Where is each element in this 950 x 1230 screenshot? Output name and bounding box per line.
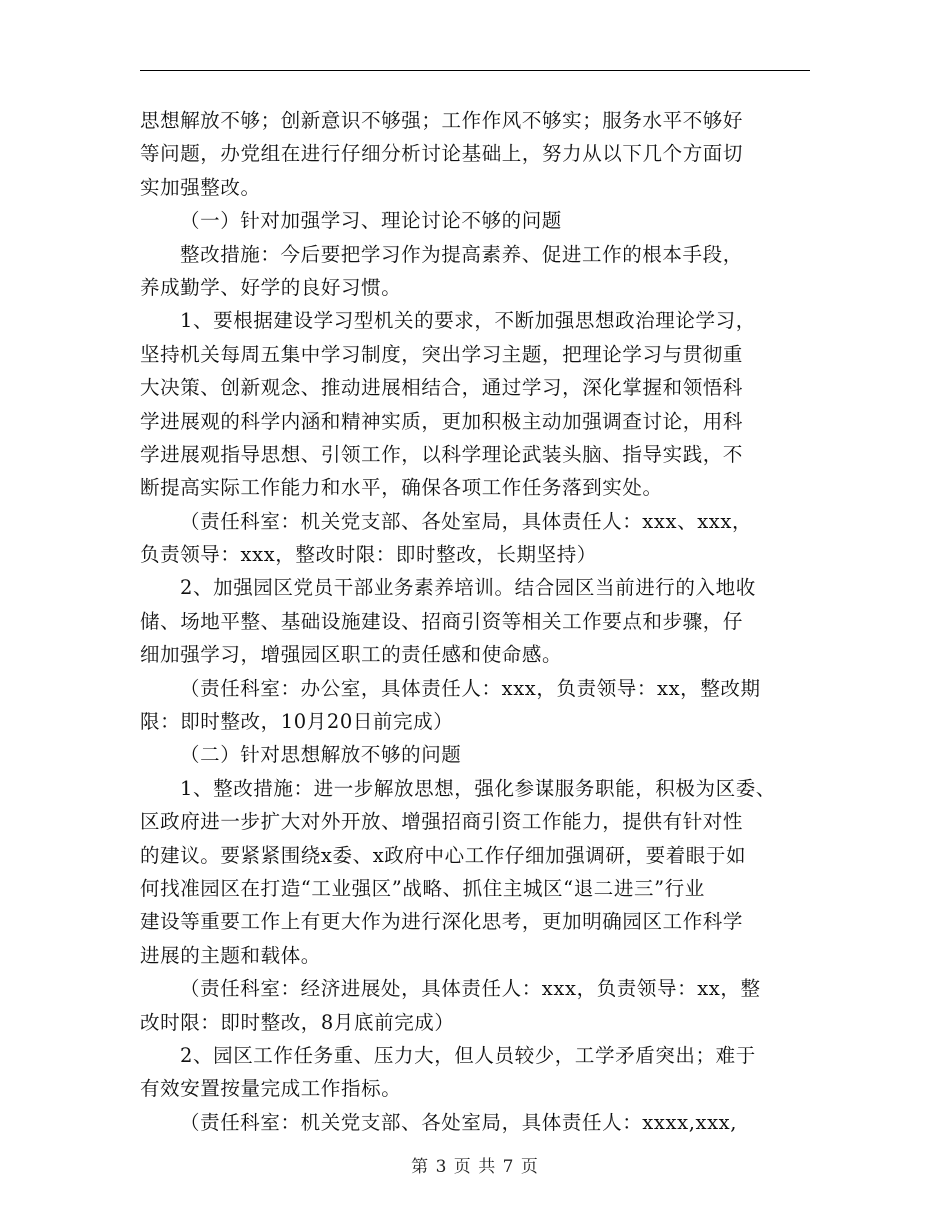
- text-line: （二）针对思想解放不够的问题: [180, 743, 462, 767]
- text-line: 断提高实际工作能力和水平，确保各项工作任务落到实处。: [140, 476, 663, 500]
- text-line: 有效安置按量完成工作指标。: [140, 1077, 402, 1101]
- text-line: 大决策、创新观念、推动进展相结合，通过学习，深化掌握和领悟科: [140, 376, 744, 400]
- text-line: 建设等重要工作上有更大作为进行深化思考，更加明确园区工作科学: [140, 910, 744, 934]
- text-line: 负责领导：xxx，整改时限：即时整改，长期坚持）: [140, 543, 597, 567]
- text-line: 1、整改措施：进一步解放思想，强化参谋服务职能，积极为区委、: [180, 776, 776, 800]
- page-number-footer: 第 3 页 共 7 页: [411, 1157, 539, 1177]
- text-line: 进展的主题和载体。: [140, 943, 321, 967]
- text-line: （责任科室：机关党支部、各处室局，具体责任人：xxx、xxx，: [180, 509, 753, 533]
- text-line: 区政府进一步扩大对外开放、增强招商引资工作能力，提供有针对性: [140, 810, 744, 834]
- text-line: 学进展观指导思想、引领工作，以科学理论武装头脑、指导实践，不: [140, 442, 744, 466]
- text-line: 整改措施：今后要把学习作为提高素养、促进工作的根本手段，: [180, 242, 743, 266]
- text-line: （责任科室：经济进展处，具体责任人：xxx，负责领导：xx，整: [180, 977, 761, 1001]
- text-line: 思想解放不够；创新意识不够强；工作作风不够实；服务水平不够好: [140, 109, 744, 132]
- document-body: [140, 104, 810, 1139]
- text-line: （一）针对加强学习、理论讨论不够的问题: [180, 209, 562, 233]
- text-line: 改时限：即时整改，8月底前完成）: [140, 1010, 455, 1034]
- text-line: 何找准园区在打造“工业强区”战略、抓住主城区“退二进三”行业: [140, 876, 705, 900]
- text-line: 坚持机关每周五集中学习制度，突出学习主题，把理论学习与贯彻重: [140, 342, 744, 366]
- text-line: 实加强整改。: [140, 175, 261, 199]
- text-line: 等问题，办党组在进行仔细分析讨论基础上，努力从以下几个方面切: [140, 142, 744, 166]
- text-line: （责任科室：办公室，具体责任人：xxx，负责领导：xx，整改期: [180, 676, 761, 700]
- text-line: 养成勤学、好学的良好习惯。: [140, 275, 402, 299]
- text-line: 储、场地平整、基础设施建设、招商引资等相关工作要点和步骤，仔: [140, 609, 744, 633]
- text-line: 的建议。要紧紧围绕x委、x政府中心工作仔细加强调研，要着眼于如: [140, 843, 747, 867]
- text-line: 细加强学习，增强园区职工的责任感和使命感。: [140, 643, 563, 667]
- text-line: 限：即时整改，10月20日前完成）: [140, 710, 454, 734]
- text-line: 1、要根据建设学习型机关的要求，不断加强思想政治理论学习，: [180, 309, 756, 333]
- text-line: 2、园区工作任务重、压力大，但人员较少，工学矛盾突出；难于: [180, 1043, 756, 1067]
- text-line: （责任科室：机关党支部、各处室局，具体责任人：xxxx,xxx,: [180, 1110, 738, 1134]
- text-line: 2、加强园区党员干部业务素养培训。结合园区当前进行的入地收: [180, 576, 756, 600]
- text-line: 学进展观的科学内涵和精神实质，更加积极主动加强调查讨论，用科: [140, 409, 744, 433]
- header-rule: [140, 70, 810, 71]
